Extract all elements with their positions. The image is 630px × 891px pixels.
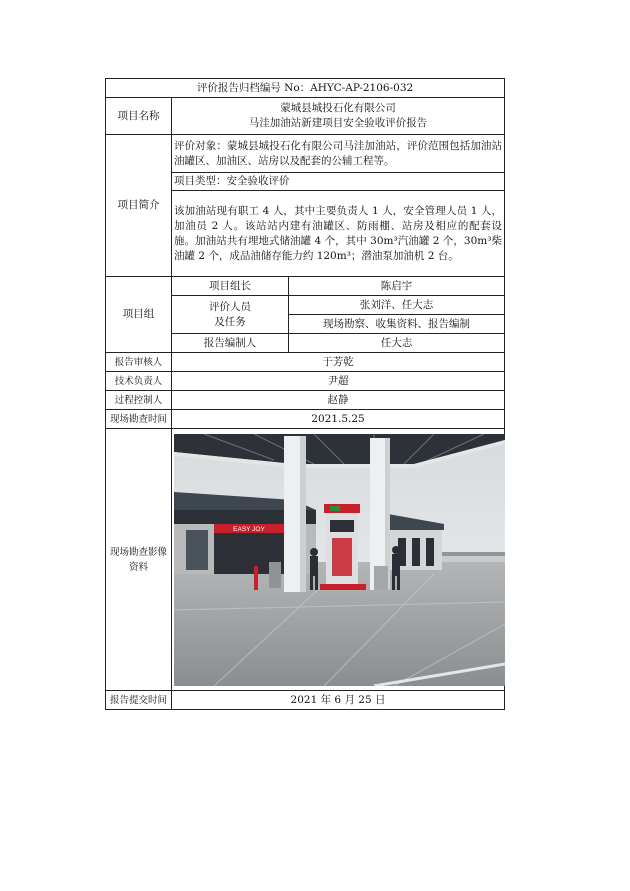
survey-photo-label xyxy=(106,429,172,691)
project-details: 该加油站现有职工 4 人，其中主要负责人 1 人，安全管理人员 1 人，加油员 2 人。该站站内建有油罐区、防雨棚、站房及相应的配套设施。加油站共有埋地式储油罐 4 个，其中 30m³汽油罐 2 个，30m³柴油罐 2 个，成品油储存能力约 120m³；潜油泵加油机 2 台。 xyxy=(172,191,505,277)
team-leader-label: 项目组长 xyxy=(172,277,289,296)
submit-time-value: 2021 年 6 月 25 日 xyxy=(172,691,505,710)
survey-photo-cell xyxy=(172,429,505,691)
easy-joy-sign xyxy=(214,524,284,533)
evaluators-label-line-1: 评价人员 xyxy=(209,300,251,313)
survey-photo-label-line-2: 资料 xyxy=(128,561,148,573)
evaluators-label-line-2: 及任务 xyxy=(214,315,246,328)
survey-photo-label-line-1: 现场勘查影像 xyxy=(109,546,167,558)
evaluation-archive-table xyxy=(105,78,505,710)
project-intro-label: 项目简介 xyxy=(106,135,172,277)
evaluators-label xyxy=(172,296,289,334)
project-name-value xyxy=(172,98,505,135)
tech-lead-name: 尹超 xyxy=(172,372,505,391)
gas-station-photo xyxy=(174,434,505,686)
tech-lead-label: 技术负责人 xyxy=(106,372,172,391)
svg-text:EASY JOY: EASY JOY xyxy=(233,525,265,533)
survey-time-label: 现场勘查时间 xyxy=(106,410,172,429)
report-title: 马洼加油站新建项目安全验收评价报告 xyxy=(248,117,428,129)
team-label: 项目组 xyxy=(106,277,172,353)
survey-time-value: 2021.5.25 xyxy=(172,410,505,429)
team-leader-name: 陈启宇 xyxy=(289,277,505,296)
controller-name: 赵静 xyxy=(172,391,505,410)
project-name-label: 项目名称 xyxy=(106,98,172,135)
submit-time-label: 报告提交时间 xyxy=(106,691,172,710)
project-type: 项目类型：安全验收评价 xyxy=(172,173,505,191)
evaluation-scope: 评价对象：蒙城县城投石化有限公司马洼加油站，评价范围包括加油站油罐区、加油区、站房以及配套的公辅工程等。 xyxy=(172,135,505,173)
archive-number: 评价报告归档编号 No：AHYC-AP-2106-032 xyxy=(106,79,505,98)
reviewer-label: 报告审核人 xyxy=(106,353,172,372)
report-writer-label: 报告编制人 xyxy=(172,334,289,353)
report-writer-name: 任大志 xyxy=(289,334,505,353)
company-name: 蒙城县城投石化有限公司 xyxy=(280,102,396,114)
controller-label: 过程控制人 xyxy=(106,391,172,410)
evaluators-tasks: 现场勘察、收集资料、报告编制 xyxy=(289,315,505,334)
reviewer-name: 于芳乾 xyxy=(172,353,505,372)
evaluators-names: 张刘洋、任大志 xyxy=(289,296,505,315)
